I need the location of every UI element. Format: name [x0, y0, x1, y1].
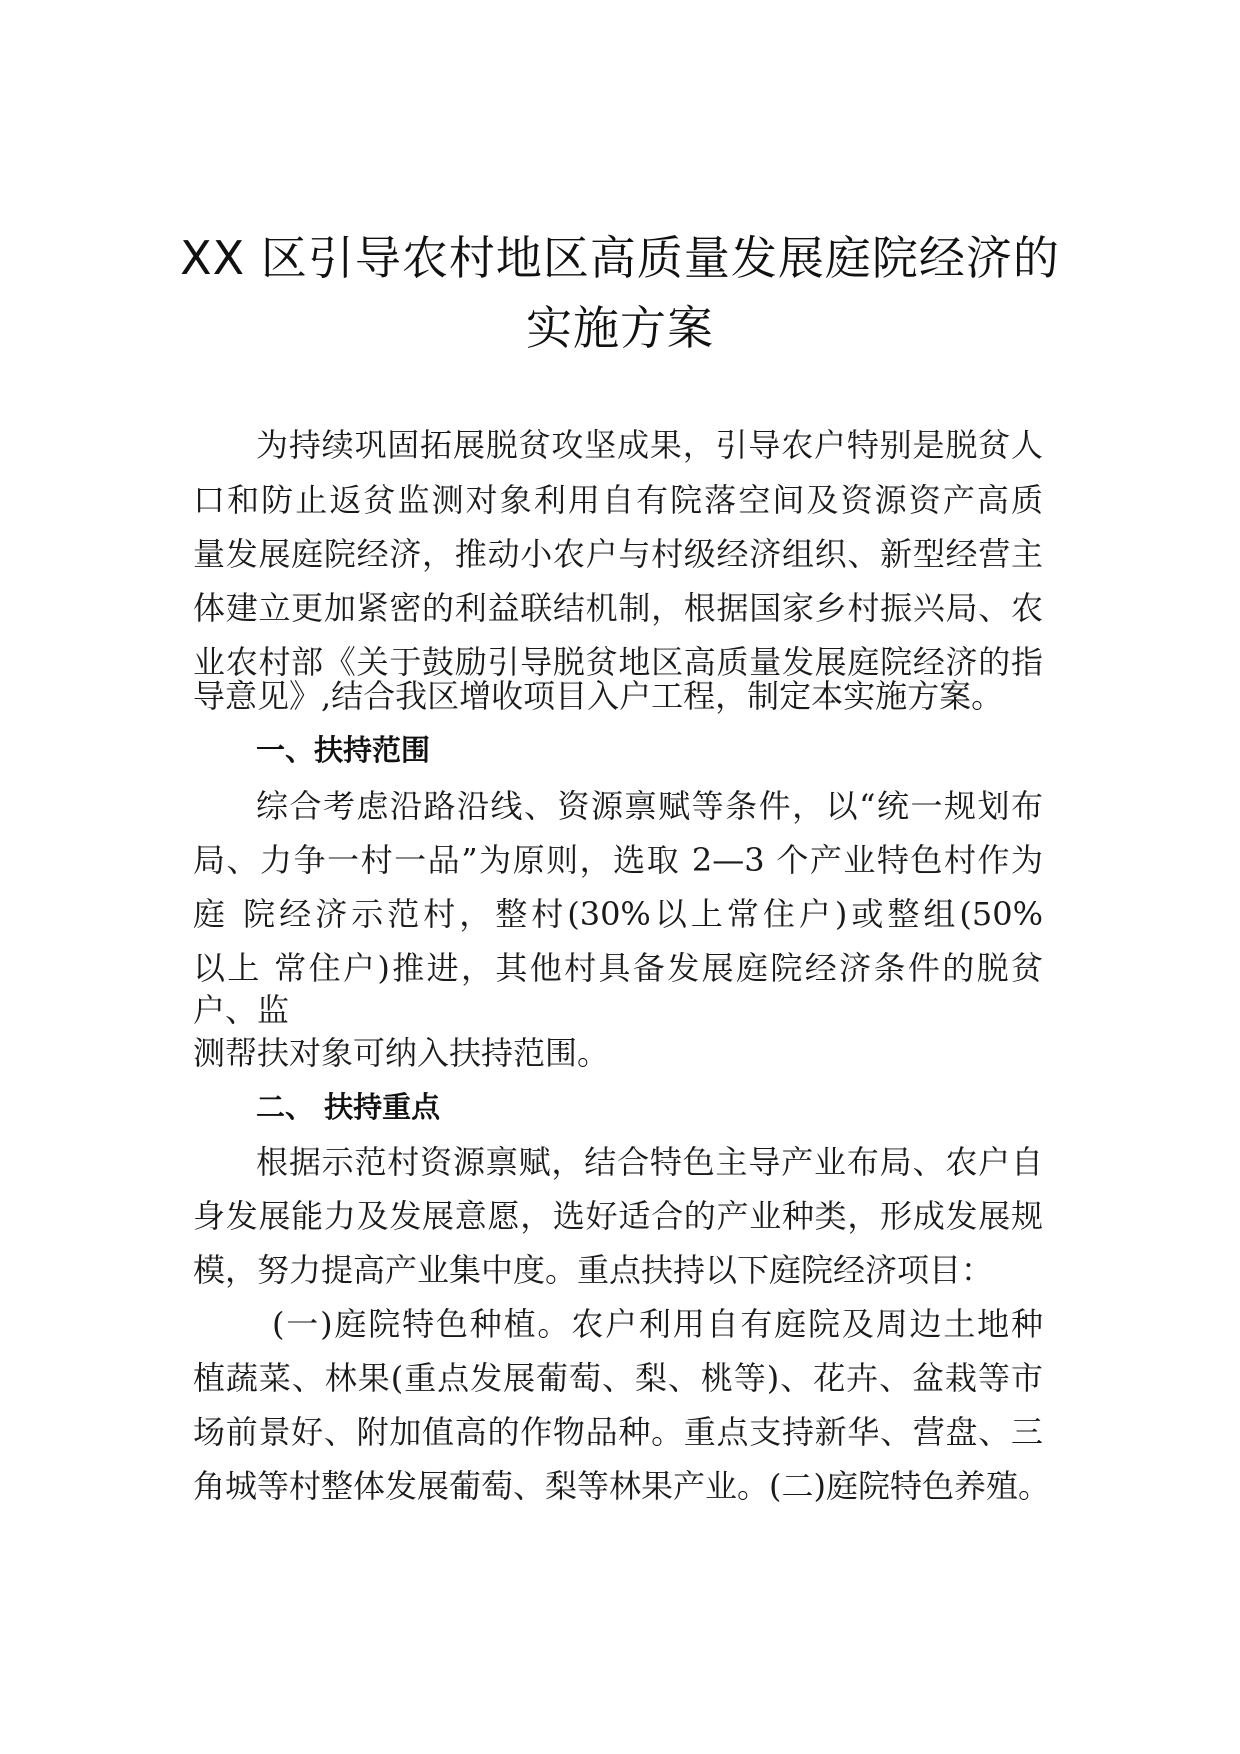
section-heading-scope: 一、扶持范围 — [256, 733, 431, 767]
intro-line: 量发展庭院经济，推动小农户与村级经济组织、新型经营主 — [193, 535, 1043, 573]
section1-line: 测帮扶对象可纳入扶持范围。 — [193, 1034, 610, 1072]
section2-item-line: 角城等村整体发展葡萄、梨等林果产业。(二)庭院特色养殖。 — [193, 1467, 1050, 1505]
section2-line: 根据示范村资源禀赋，结合特色主导产业布局、农户自 — [256, 1143, 1043, 1181]
section1-line: 综合考虑沿路沿线、资源禀赋等条件，以“统一规划布 — [256, 787, 1043, 825]
intro-line: 口和防止返贫监测对象利用自有院落空间及资源资产高质 — [193, 481, 1043, 519]
section2-line: 身发展能力及发展意愿，选好适合的产业种类，形成发展规 — [193, 1197, 1043, 1235]
section2-line: 模，努力提高产业集中度。重点扶持以下庭院经济项目： — [193, 1251, 994, 1289]
intro-line: 导意见》,结合我区增收项目入户工程，制定本实施方案。 — [193, 677, 1004, 715]
section2-item-line: (一)庭院特色种植。农户利用自有庭院及周边土地种 — [272, 1305, 1043, 1343]
section-heading-focus: 二、 扶持重点 — [256, 1090, 441, 1124]
section1-line: 户、监 — [193, 991, 290, 1029]
section2-item-line: 植蔬菜、林果(重点发展葡萄、梨、桃等)、花卉、盆栽等市 — [193, 1359, 1043, 1397]
section1-line: 以上 常住户)推进，其他村具备发展庭院经济条件的脱贫 — [193, 949, 1043, 987]
intro-line: 体建立更加紧密的利益联结机制，根据国家乡村振兴局、农 — [193, 589, 1043, 627]
document-title-line-2: 实施方案 — [526, 301, 714, 355]
section1-line: 庭 院经济示范村，整村(30%以上常住户)或整组(50% — [193, 895, 1043, 933]
document-title-line-1: XX 区引导农村地区高质量发展庭院经济的 — [180, 231, 1060, 285]
section2-item-line: 场前景好、附加值高的作物品种。重点支持新华、营盘、三 — [193, 1413, 1043, 1451]
intro-line: 业农村部《关于鼓励引导脱贫地区高质量发展庭院经济的指 — [193, 643, 1043, 681]
intro-line: 为持续巩固拓展脱贫攻坚成果，引导农户特别是脱贫人 — [256, 426, 1043, 464]
section1-line: 局、力争一村一品”为原则，选取 2—3 个产业特色村作为 — [193, 841, 1043, 879]
